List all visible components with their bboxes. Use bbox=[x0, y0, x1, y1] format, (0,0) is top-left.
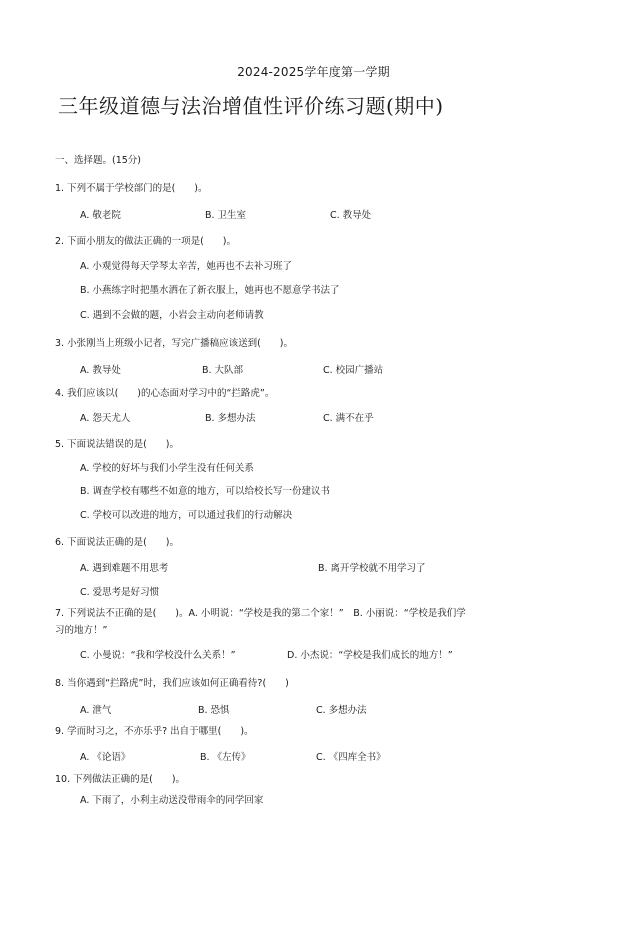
question-3-option-a: A. 教导处 bbox=[80, 365, 121, 376]
question-10-option-a: A. 下雨了，小利主动送没带雨伞的同学回家 bbox=[80, 795, 264, 806]
question-6-stem: 6. 下面说法正确的是( )。 bbox=[55, 537, 179, 548]
question-8-option-a: A. 泄气 bbox=[80, 705, 112, 716]
question-2-option-c: C. 遇到不会做的题，小岩会主动向老师请教 bbox=[80, 310, 264, 321]
question-3-stem: 3. 小张刚当上班级小记者，写完广播稿应该送到( )。 bbox=[55, 338, 293, 349]
question-7-option-d: D. 小杰说：“学校是我们成长的地方！” bbox=[287, 650, 453, 661]
page-title: 三年级道德与法治增值性评价练习题(期中) bbox=[58, 94, 444, 118]
question-6-option-b: B. 离开学校就不用学习了 bbox=[318, 563, 426, 574]
question-7-stem-line1: 7. 下列说法不正确的是( )。A. 小明说：“学校是我的第二个家！” B. 小丽说：“学校是我们学 bbox=[55, 608, 466, 619]
question-3-option-c: C. 校园广播站 bbox=[323, 365, 384, 376]
question-4-option-b: B. 多想办法 bbox=[205, 413, 256, 424]
question-9-option-a: A. 《论语》 bbox=[80, 752, 131, 763]
question-5-option-b: B. 调查学校有哪些不如意的地方，可以给校长写一份建议书 bbox=[80, 486, 331, 497]
question-4-option-c: C. 满不在乎 bbox=[323, 413, 374, 424]
question-6-option-a: A. 遇到难题不用思考 bbox=[80, 563, 169, 574]
question-8-option-c: C. 多想办法 bbox=[316, 705, 367, 716]
question-1-stem: 1. 下列不属于学校部门的是( )。 bbox=[55, 183, 208, 194]
question-1-option-c: C. 教导处 bbox=[330, 210, 372, 221]
question-5-option-c: C. 学校可以改进的地方，可以通过我们的行动解决 bbox=[80, 510, 293, 521]
question-8-option-b: B. 恐惧 bbox=[198, 705, 230, 716]
section-heading: 一、选择题。(15分) bbox=[55, 155, 142, 166]
question-7-option-c: C. 小曼说：“我和学校没什么关系！” bbox=[80, 650, 236, 661]
question-2-stem: 2. 下面小朋友的做法正确的一项是( )。 bbox=[55, 236, 236, 247]
question-1-option-a: A. 敬老院 bbox=[80, 210, 121, 221]
question-9-option-c: C. 《四库全书》 bbox=[316, 752, 386, 763]
question-8-stem: 8. 当你遇到“拦路虎”时，我们应该如何正确看待?( ) bbox=[55, 678, 289, 689]
question-5-stem: 5. 下面说法错误的是( )。 bbox=[55, 439, 179, 450]
question-1-option-b: B. 卫生室 bbox=[205, 210, 247, 221]
school-year: 2024-2025学年度第一学期 bbox=[237, 65, 390, 79]
question-2-option-a: A. 小观觉得每天学琴太辛苦，她再也不去补习班了 bbox=[80, 261, 292, 272]
question-7-stem-line2: 习的地方！” bbox=[55, 625, 108, 636]
question-2-option-b: B. 小燕练字时把墨水洒在了新衣服上，她再也不愿意学书法了 bbox=[80, 285, 340, 296]
question-9-stem: 9. 学而时习之，不亦乐乎? 出自于哪里( )。 bbox=[55, 726, 254, 737]
question-9-option-b: B. 《左传》 bbox=[200, 752, 251, 763]
question-4-stem: 4. 我们应该以( )的心态面对学习中的“拦路虎”。 bbox=[55, 388, 275, 399]
question-3-option-b: B. 大队部 bbox=[202, 365, 244, 376]
question-5-option-a: A. 学校的好坏与我们小学生没有任何关系 bbox=[80, 463, 254, 474]
question-4-option-a: A. 怨天尤人 bbox=[80, 413, 131, 424]
question-6-option-c: C. 爱思考是好习惯 bbox=[80, 587, 160, 598]
question-10-stem: 10. 下列做法正确的是( )。 bbox=[55, 774, 186, 785]
